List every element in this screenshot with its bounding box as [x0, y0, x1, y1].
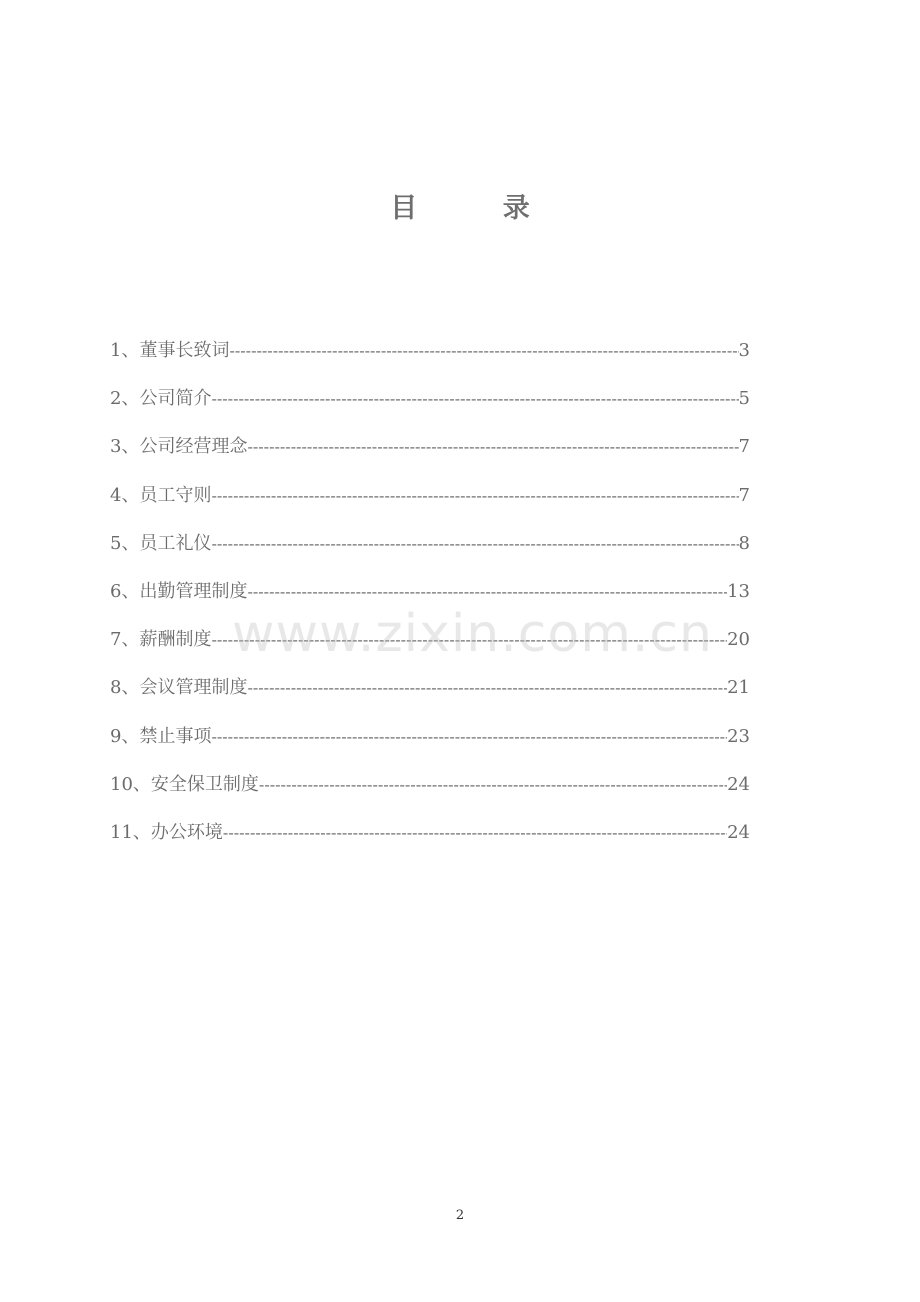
- watermark: www.zixin.com.cn: [232, 604, 713, 664]
- toc-entry-label: 8、会议管理制度: [110, 677, 248, 699]
- toc-leader: [211, 481, 738, 511]
- toc-row[interactable]: [110, 722, 750, 770]
- toc-row[interactable]: [110, 818, 750, 866]
- toc-entry-label: 6、出勤管理制度: [110, 580, 248, 602]
- toc-leader: [211, 529, 738, 559]
- toc-page-number: 24: [727, 773, 750, 795]
- toc-leader: [247, 673, 727, 703]
- toc-entry-label: 5、员工礼仪: [110, 532, 212, 554]
- toc-leader: [247, 577, 727, 607]
- toc-leader: [211, 625, 727, 655]
- toc-page-number: 13: [727, 580, 750, 602]
- toc-row[interactable]: [110, 673, 750, 721]
- toc-entry-label: 9、禁止事项: [110, 725, 212, 747]
- toc-entry-label: 1、董事长致词: [110, 340, 230, 361]
- toc-page-number: 24: [727, 821, 750, 843]
- toc-page-number: 20: [727, 629, 750, 651]
- toc-leader: [247, 432, 738, 462]
- toc-row[interactable]: [110, 529, 750, 577]
- toc-row[interactable]: [110, 577, 750, 625]
- toc-leader: [211, 384, 738, 414]
- toc-row[interactable]: [110, 384, 750, 432]
- toc-entry-label: 10、安全保卫制度: [110, 773, 259, 795]
- toc-page-number: 7: [738, 436, 750, 458]
- toc-leader: [259, 770, 727, 800]
- page-title: 目 录: [390, 193, 568, 224]
- toc-row[interactable]: [110, 770, 750, 818]
- toc-entry-label: 3、公司经营理念: [110, 436, 248, 458]
- toc-entry-label: 7、薪酬制度: [110, 629, 212, 651]
- page-number: 2: [455, 1208, 465, 1223]
- toc-row[interactable]: [110, 481, 750, 529]
- toc-leader: [223, 818, 727, 848]
- toc-entry-label: 4、员工守则: [110, 484, 212, 506]
- toc-page-number: 8: [738, 532, 750, 554]
- toc-page-number: 23: [727, 725, 750, 747]
- toc-row[interactable]: [110, 432, 750, 480]
- toc-entry-label: 2、公司简介: [110, 388, 212, 410]
- toc-page-number: 3: [738, 340, 750, 361]
- toc-row[interactable]: [110, 336, 750, 384]
- toc-page-number: 5: [738, 388, 750, 410]
- toc-row[interactable]: [110, 625, 750, 673]
- toc-page-number: 7: [738, 484, 750, 506]
- toc-leader: [229, 336, 738, 366]
- toc-entry-label: 11、办公环境: [110, 821, 223, 843]
- toc-page-number: 21: [727, 677, 750, 699]
- toc-leader: [211, 722, 727, 752]
- table-of-contents: [110, 336, 750, 866]
